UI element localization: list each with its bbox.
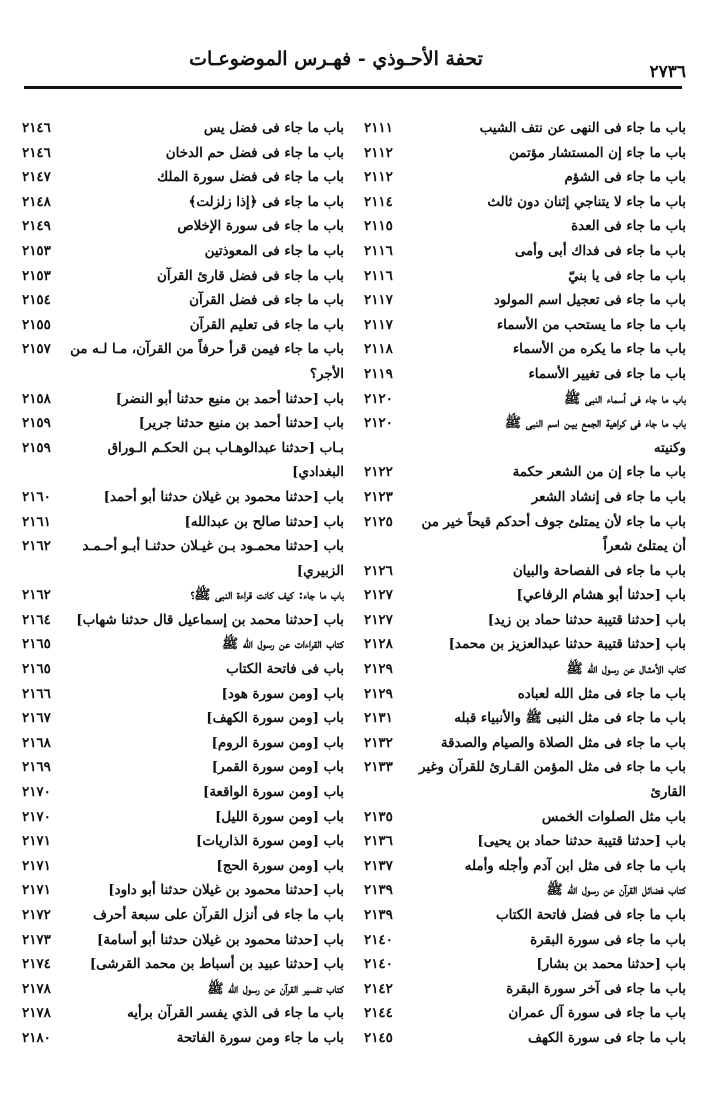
entry-title: باب ما جاء فى فضل حم الدخان xyxy=(165,144,344,161)
entry-title: وكنيته xyxy=(653,439,686,456)
entry-page-number: ٢١٣١ xyxy=(364,710,393,727)
index-entry xyxy=(22,485,344,510)
index-entry xyxy=(364,264,686,289)
index-entry xyxy=(364,510,686,535)
entry-title: باب [حدثنا محمـود بـن غيـلان حدثنـا أبـو أحـمـد xyxy=(82,538,344,555)
index-entry xyxy=(364,805,686,830)
entry-title: باب مثل الصلوات الخمس xyxy=(541,808,686,825)
index-entry xyxy=(364,1001,686,1026)
entry-title: باب ما جاء ما يستحب من الأسماء xyxy=(496,316,686,333)
index-entry xyxy=(364,214,686,239)
index-entry xyxy=(364,116,686,141)
index-entry xyxy=(22,583,344,608)
entry-page-number: ٢١٨٠ xyxy=(22,1029,51,1046)
entry-title: البغدادي] xyxy=(292,464,344,481)
index-entry xyxy=(22,510,344,535)
index-entry xyxy=(364,706,686,731)
entry-title: باب ما جاء فى يا بنيّ xyxy=(568,267,686,284)
entry-title: الزبيري] xyxy=(296,562,344,579)
entry-title: باب [حدثنا أحمد بن منيع حدثنا جرير] xyxy=(138,415,344,432)
entry-title: باب ما جاء فى سورة آل عمران xyxy=(508,1005,686,1022)
index-entry xyxy=(22,337,344,362)
index-entry xyxy=(364,878,686,903)
index-entry xyxy=(364,977,686,1002)
index-entry xyxy=(364,854,686,879)
entry-page-number: ٢١٧٠ xyxy=(22,784,51,801)
index-entry xyxy=(22,559,344,584)
index-entry xyxy=(364,583,686,608)
entry-title: باب ما جاء فى مثل ابن آدم وأجله وأمله xyxy=(464,857,686,874)
index-entry xyxy=(22,116,344,141)
index-entry xyxy=(22,436,344,461)
entry-title: باب ما جاء فى آخر سورة البقرة xyxy=(506,980,686,997)
entry-title: باب ما جاء فى فضل فاتحة الكتاب xyxy=(496,907,686,923)
entry-title: باب ما جاء لا يتناجي إثنان دون ثالث xyxy=(487,193,686,210)
index-entry xyxy=(22,657,344,682)
index-entry xyxy=(22,608,344,633)
entry-title: باب ما جاء فى تعليم القرآن xyxy=(189,316,344,333)
index-entry xyxy=(364,1026,686,1051)
index-entry xyxy=(22,362,344,387)
entry-page-number: ٢١٣٦ xyxy=(364,833,393,850)
entry-page-number: ٢١١٨ xyxy=(364,341,393,358)
entry-page-number: ٢١٦٩ xyxy=(22,759,51,776)
index-entry xyxy=(364,313,686,338)
index-entry xyxy=(22,632,344,657)
index-entry xyxy=(22,288,344,313)
index-entry xyxy=(364,460,686,485)
entry-page-number: ٢١٤٤ xyxy=(364,1005,393,1022)
entry-title: باب [ومن سورة الحج] xyxy=(216,857,344,874)
entry-title: باب [حدثنا أحمد بن منيع حدثنا أبو النضر] xyxy=(115,390,344,407)
entry-title: باب ما جاء فى سورة الكهف xyxy=(527,1029,686,1046)
entry-title: باب ما جاء فى سورة الإخلاص xyxy=(177,218,344,235)
index-entry xyxy=(22,854,344,879)
entry-title: باب [حدثنا محمود بن غيلان حدثنا أبو داود] xyxy=(108,882,344,899)
entry-page-number: ٢١٥٤ xyxy=(22,292,51,309)
entry-page-number: ٢١٧٤ xyxy=(22,956,51,973)
entry-title: باب ما جاء فى كراهية الجمع بيـن اسم النبى ﷺ xyxy=(504,415,686,432)
index-entry xyxy=(22,1001,344,1026)
entry-page-number: ٢١٣٣ xyxy=(364,759,393,776)
entry-title: باب [حدثنا محمود بن غيلان حدثنا أبو أسامة] xyxy=(97,931,344,948)
entry-page-number: ٢١٢٣ xyxy=(364,488,393,505)
entry-page-number: ٢١٣٩ xyxy=(364,882,393,899)
entry-title: باب [حدثنا قتيبة حدثنا عبدالعزيز بن محمد] xyxy=(448,636,686,653)
entry-page-number: ٢١٤٠ xyxy=(364,931,393,948)
index-entry xyxy=(22,411,344,436)
entry-page-number: ٢١٧٨ xyxy=(22,980,51,997)
entry-title: باب ما جاء لأن يمتلئ جوف أحدكم قيحاً خير من xyxy=(421,513,686,530)
index-entry xyxy=(364,952,686,977)
index-entry xyxy=(22,829,344,854)
entry-page-number: ٢١٢٧ xyxy=(364,587,393,604)
index-column-right xyxy=(364,116,686,1051)
index-entry xyxy=(364,534,686,559)
entry-title: باب [حدثنا محمد بن بشار] xyxy=(536,956,686,973)
index-entry xyxy=(364,411,686,436)
index-entry xyxy=(364,731,686,756)
index-entry xyxy=(22,165,344,190)
entry-title: باب ما جاء إن المستشار مؤتمن xyxy=(509,144,686,161)
entry-page-number: ٢١٦٢ xyxy=(22,587,51,604)
entry-title: باب [ومن سورة القمر] xyxy=(211,759,344,776)
entry-title: باب ما جاء فى فضل سورة الملك xyxy=(157,169,344,186)
entry-page-number: ٢١٥٥ xyxy=(22,316,51,333)
entry-title: باب ما جاء فى أسماء النبى ﷺ xyxy=(564,390,686,407)
entry-page-number: ٢١٧٣ xyxy=(22,931,51,948)
entry-page-number: ٢١٥٣ xyxy=(22,242,51,259)
entry-page-number: ٢١٧١ xyxy=(22,882,51,899)
entry-title: باب فى فاتحة الكتاب xyxy=(226,661,344,678)
entry-title: باب ما جاء فى تعجيل اسم المولود xyxy=(493,292,686,309)
entry-page-number: ٢١١٦ xyxy=(364,242,393,259)
entry-title: باب ما جاء فى الفصاحة والبيان xyxy=(512,562,686,579)
entry-title: باب ما جاء فى إنشاد الشعر xyxy=(531,488,686,505)
running-title: تحفة الأحـوذي - فهـرس الموضوعـات xyxy=(189,48,483,70)
entry-title: باب ما جاء فى فداك أبى وأمى xyxy=(514,242,686,259)
entry-title: باب [حدثنا صالح بن عبدالله] xyxy=(184,513,344,530)
entry-title: باب [ومن سورة الذاريات] xyxy=(196,833,344,850)
entry-page-number: ٢١٦٤ xyxy=(22,611,51,628)
entry-page-number: ٢١٢٩ xyxy=(364,685,393,702)
entry-page-number: ٢١٢٨ xyxy=(364,636,393,653)
entry-page-number: ٢١١٥ xyxy=(364,218,393,235)
index-entry xyxy=(22,460,344,485)
index-entry xyxy=(364,608,686,633)
index-entry xyxy=(22,755,344,780)
entry-page-number: ٢١٤٢ xyxy=(364,980,393,997)
index-entry xyxy=(22,928,344,953)
entry-title: باب ما جاء فى فضل قارئ القرآن xyxy=(157,267,344,284)
index-entry xyxy=(364,362,686,387)
index-entry xyxy=(22,387,344,412)
entry-page-number: ٢١٢٠ xyxy=(364,415,393,432)
entry-page-number: ٢١١٢ xyxy=(364,144,393,161)
index-entry xyxy=(364,632,686,657)
entry-page-number: ٢١٦١ xyxy=(22,513,51,530)
entry-title: باب ما جاء فى فضل يس xyxy=(203,120,344,136)
entry-page-number: ٢١٧٢ xyxy=(22,907,51,923)
entry-page-number: ٢١٧٨ xyxy=(22,1005,51,1022)
entry-title: باب [حدثنا محمود بن غيلان حدثنا أبو أحمد] xyxy=(103,488,344,505)
entry-page-number: ٢١١٧ xyxy=(364,292,393,309)
entry-page-number: ٢١٤٥ xyxy=(364,1029,393,1046)
entry-page-number: ٢١٦٧ xyxy=(22,710,51,727)
index-entry xyxy=(22,952,344,977)
index-entry xyxy=(364,165,686,190)
index-entry xyxy=(364,141,686,166)
entry-page-number: ٢١٦٥ xyxy=(22,661,51,678)
entry-title: كتاب القراءات عن رسول الله ﷺ xyxy=(222,636,344,653)
index-entry xyxy=(364,903,686,928)
entry-page-number: ٢١٥٧ xyxy=(22,341,51,358)
entry-title: باب [حدثنا قتيبة حدثنا حماد بن يحيى] xyxy=(477,833,686,850)
entry-page-number: ٢١٧١ xyxy=(22,833,51,850)
entry-page-number: ٢١١٤ xyxy=(364,193,393,210)
index-entry xyxy=(364,755,686,780)
entry-title: باب [حدثنا قتيبة حدثنا حماد بن زيد] xyxy=(487,611,686,628)
index-entry xyxy=(364,928,686,953)
entry-page-number: ٢١٦٨ xyxy=(22,734,51,751)
entry-title: باب ما جاء فى سورة البقرة xyxy=(530,931,686,948)
index-entry xyxy=(22,706,344,731)
entry-title: باب ما جاء فى فضل القرآن xyxy=(189,292,344,309)
entry-page-number: ٢١١١ xyxy=(364,120,393,136)
entry-title: باب ما جاء فى العدة xyxy=(571,218,686,235)
entry-title: باب [ومن سورة الروم] xyxy=(211,734,344,751)
entry-page-number: ٢١٧٠ xyxy=(22,808,51,825)
entry-title: باب [ومن سورة هود] xyxy=(221,685,344,702)
index-content xyxy=(22,116,686,1051)
index-entry xyxy=(22,214,344,239)
entry-title: باب [حدثنا أبو هشام الرفاعي] xyxy=(516,587,686,604)
entry-page-number: ٢١١٩ xyxy=(364,365,393,382)
entry-title: باب ما جاء فى أنزل القرآن على سبعة أحرف xyxy=(92,907,344,923)
index-entry xyxy=(22,313,344,338)
entry-title: باب ما جاء فى المعوذتين xyxy=(204,242,344,259)
index-entry xyxy=(364,288,686,313)
entry-title: باب [ومن سورة الليل] xyxy=(215,808,344,825)
index-entry xyxy=(22,239,344,264)
index-entry xyxy=(22,141,344,166)
index-entry xyxy=(22,731,344,756)
entry-title: باب ما جاء ومن سورة الفاتحة xyxy=(176,1029,344,1046)
entry-page-number: ٢١٢٦ xyxy=(364,562,393,579)
entry-title: باب ما جاء فى النهى عن نتف الشيب xyxy=(479,120,686,136)
entry-title: كتاب فضائل القرآن عن رسول الله ﷺ xyxy=(546,882,686,899)
header-rule xyxy=(24,86,682,89)
entry-page-number: ٢١٦٦ xyxy=(22,685,51,702)
entry-title: باب [ومن سورة الواقعة] xyxy=(202,784,344,801)
entry-title: باب ما جاء: كيف كانت قراءة النبى ﷺ؟ xyxy=(190,587,344,604)
index-entry xyxy=(364,485,686,510)
entry-page-number: ٢١١٧ xyxy=(364,316,393,333)
entry-title: أن يمتلئ شعراً xyxy=(603,538,686,555)
index-entry xyxy=(22,682,344,707)
entry-title: باب ما جاء إن من الشعر حكمة xyxy=(512,464,686,481)
index-entry xyxy=(22,805,344,830)
entry-title: باب ما جاء ما يكره من الأسماء xyxy=(512,341,686,358)
entry-page-number: ٢١٣٩ xyxy=(364,907,393,923)
entry-page-number: ٢١٤٠ xyxy=(364,956,393,973)
entry-title: باب ما جاء فى الشؤم xyxy=(564,169,686,186)
entry-page-number: ٢١٢٩ xyxy=(364,661,393,678)
entry-page-number: ٢١٣٧ xyxy=(364,857,393,874)
entry-title: باب ما جاء فى الذي يفسر القرآن برأيه xyxy=(127,1005,344,1022)
entry-page-number: ٢١٢٢ xyxy=(364,464,393,481)
entry-page-number: ٢١٧١ xyxy=(22,857,51,874)
entry-page-number: ٢١٤٦ xyxy=(22,144,51,161)
entry-page-number: ٢١٦٠ xyxy=(22,488,51,505)
entry-page-number: ٢١٥٩ xyxy=(22,439,51,456)
entry-page-number: ٢١٣٢ xyxy=(364,734,393,751)
index-entry xyxy=(22,190,344,215)
entry-title: كتاب تفسير القرآن عن رسول الله ﷺ xyxy=(207,980,344,997)
entry-page-number: ٢١١٢ xyxy=(364,169,393,186)
index-entry xyxy=(364,829,686,854)
index-entry xyxy=(22,264,344,289)
entry-page-number: ٢١٣٥ xyxy=(364,808,393,825)
entry-page-number: ٢١٤٧ xyxy=(22,169,51,186)
page-number: ٢٧٣٦ xyxy=(649,62,686,82)
entry-title: باب ما جاء فى ﴿إذا زلزلت﴾ xyxy=(188,193,344,210)
index-entry xyxy=(22,780,344,805)
index-entry xyxy=(364,559,686,584)
index-entry xyxy=(364,682,686,707)
entry-page-number: ٢١٢٠ xyxy=(364,390,393,407)
index-entry xyxy=(22,903,344,928)
entry-page-number: ٢١٦٥ xyxy=(22,636,51,653)
entry-page-number: ٢١٥٣ xyxy=(22,267,51,284)
entry-page-number: ٢١٥٩ xyxy=(22,415,51,432)
entry-title: القارئ xyxy=(650,784,686,801)
entry-title: باب [حدثنا محمد بن إسماعيل قال حدثنا شهاب] xyxy=(76,611,344,628)
entry-title: باب ما جاء فى تغيير الأسماء xyxy=(528,365,686,382)
entry-title: باب ما جاء فيمن قرأ حرفاً من القرآن، مـا لـه من xyxy=(70,341,344,358)
entry-title: باب ما جاء فى مثل الصلاة والصيام والصدقة xyxy=(440,734,686,751)
index-entry xyxy=(364,387,686,412)
entry-title: باب ما جاء فى مثل الله لعباده xyxy=(517,685,686,702)
entry-title: باب [ومن سورة الكهف] xyxy=(206,710,344,727)
index-entry xyxy=(364,190,686,215)
index-column-left xyxy=(22,116,344,1051)
entry-title: الأجر؟ xyxy=(309,365,344,382)
page-header xyxy=(8,40,704,88)
index-entry xyxy=(22,1026,344,1051)
index-entry xyxy=(364,239,686,264)
entry-page-number: ٢١٤٩ xyxy=(22,218,51,235)
entry-title: بـاب [حدثنا عبدالوهـاب بـن الحكـم الـوراق xyxy=(107,439,344,456)
entry-page-number: ٢١٤٨ xyxy=(22,193,51,210)
index-entry xyxy=(364,337,686,362)
index-entry xyxy=(364,780,686,805)
entry-title: باب [حدثنا عبيد بن أسباط بن محمد القرشى] xyxy=(89,956,344,973)
entry-page-number: ٢١٥٨ xyxy=(22,390,51,407)
index-entry xyxy=(22,977,344,1002)
index-entry xyxy=(22,878,344,903)
index-entry xyxy=(364,657,686,682)
entry-title: باب ما جاء فى مثل المؤمن القـارئ للقرآن وغير xyxy=(418,759,686,776)
entry-page-number: ٢١٢٧ xyxy=(364,611,393,628)
entry-page-number: ٢١١٦ xyxy=(364,267,393,284)
entry-title: باب ما جاء فى مثل النبى ﷺ والأنبياء قبله xyxy=(454,710,686,727)
entry-title: كتاب الأمثـال عن رسول الله ﷺ xyxy=(566,661,686,678)
index-entry xyxy=(364,436,686,461)
entry-page-number: ٢١٦٢ xyxy=(22,538,51,555)
index-entry xyxy=(22,534,344,559)
entry-page-number: ٢١٢٥ xyxy=(364,513,393,530)
entry-page-number: ٢١٤٦ xyxy=(22,120,51,136)
